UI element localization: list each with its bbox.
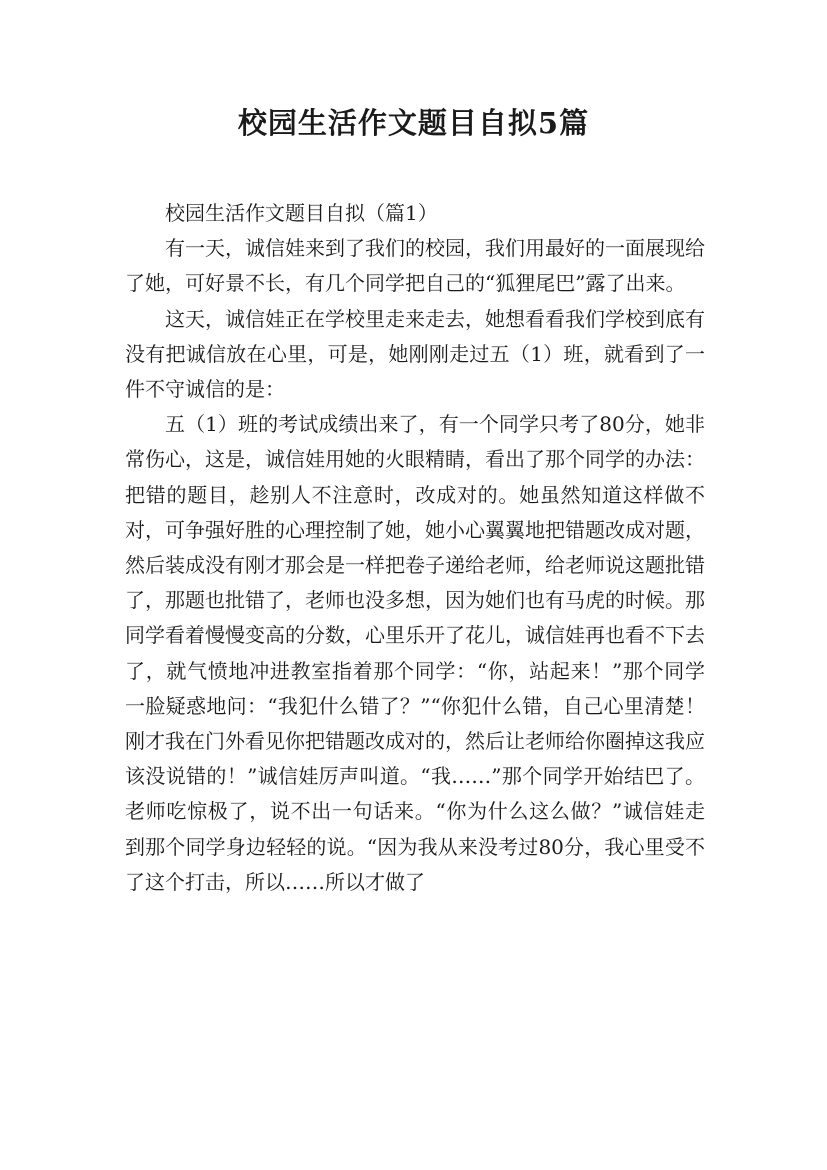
paragraph-3: 五（1）班的考试成绩出来了，有一个同学只考了80分，她非常伤心，这是，诚信娃用她的火眼精睛，看出了那个同学的办法：把错的题目，趁别人不注意时，改成对的。她虽然知道这样做不对，可争强好胜的心理控制了她，她小心翼翼地把错题改成对题，然后装成没有刚才那会是一样把卷子递给老师，给老师说这题批错了，那题也批错了，老师也没多想，因为她们也有马虎的时候。那同学看着慢慢变高的分数，心里乐开了花儿，诚信娃再也看不下去了，就气愤地冲进教室指着那个同学：“你，站起来！”那个同学一脸疑惑地问：“我犯什么错了？”“你犯什么错，自己心里清楚！刚才我在门外看见你把错题改成对的，然后让老师给你圈掉这我应该没说错的！”诚信娃厉声叫道。“我……”那个同学开始结巴了。老师吃惊极了，说不出一句话来。“你为什么这么做？”诚信娃走到那个同学身边轻轻的说。“因为我从来没考过80分，我心里受不了这个打击，所以……所以才做了: [125, 412, 705, 894]
section-heading: 校园生活作文题目自拟（篇1）: [165, 201, 438, 225]
paragraph-1: 有一天，诚信娃来到了我们的校园，我们用最好的一面展现给了她，可好景不长，有几个同学把自己的“狐狸尾巴”露了出来。: [125, 236, 705, 296]
paragraph-2: 这天，诚信娃正在学校里走来走去，她想看看我们学校到底有没有把诚信放在心里，可是，她刚刚走过五（1）班，就看到了一件不守诚信的是：: [125, 306, 705, 402]
document-body: [125, 196, 705, 900]
document-title: 校园生活作文题目自拟5篇: [237, 106, 590, 140]
